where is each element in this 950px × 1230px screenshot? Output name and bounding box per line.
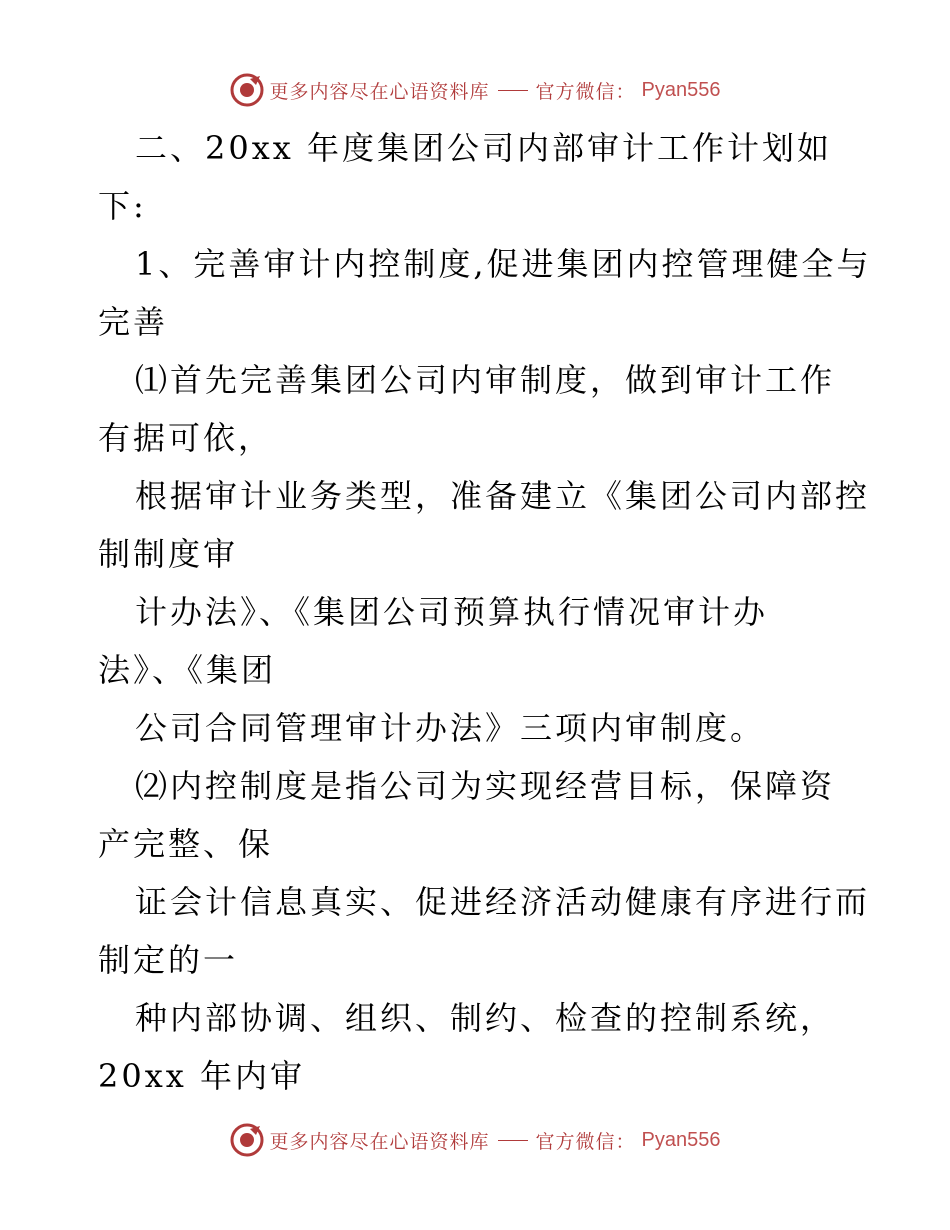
text-line: 下:	[98, 187, 147, 225]
brand-logo-icon	[230, 1123, 264, 1157]
header-wechat-label: 官方微信：	[535, 80, 636, 103]
text-line: 法》、《集团	[98, 651, 277, 689]
footer-wechat-label: 官方微信：	[535, 1130, 636, 1153]
header-wechat-id: Pyan556	[641, 78, 721, 101]
text-line: ⑵内控制度是指公司为实现经营目标，保障资	[135, 767, 836, 805]
footer-banner	[0, 1120, 950, 1160]
header-banner	[0, 70, 950, 110]
header-banner-dash	[498, 90, 528, 91]
text-line: 种内部协调、组织、制约、检查的控制系统，	[135, 999, 836, 1037]
text-line: 计办法》、《集团公司预算执行情况审计办	[135, 593, 769, 631]
text-line: 二、20xx 年度集团公司内部审计工作计划如	[135, 129, 832, 167]
text-line: 有据可依，	[98, 419, 274, 457]
text-line: 公司合同管理审计办法》三项内审制度。	[135, 709, 766, 747]
text-line: 制制度审	[98, 535, 239, 573]
text-line: 20xx 年内审	[98, 1057, 305, 1095]
text-line: 制定的一	[98, 941, 239, 979]
footer-banner-text: 更多内容尽在心语资料库	[269, 1130, 490, 1153]
brand-logo-icon	[230, 73, 264, 107]
footer-wechat-id: Pyan556	[641, 1128, 721, 1151]
text-line: 证会计信息真实、促进经济活动健康有序进行而	[135, 883, 871, 921]
text-line: 完善	[98, 303, 169, 341]
text-line: ⑴首先完善集团公司内审制度，做到审计工作	[135, 361, 836, 399]
footer-banner-dash	[498, 1140, 528, 1141]
text-line: 1、完善审计内控制度,促进集团内控管理健全与	[135, 245, 872, 283]
text-line: 根据审计业务类型，准备建立《集团公司内部控	[135, 477, 871, 515]
header-banner-text: 更多内容尽在心语资料库	[269, 80, 490, 103]
text-line: 产完整、保	[98, 825, 274, 863]
